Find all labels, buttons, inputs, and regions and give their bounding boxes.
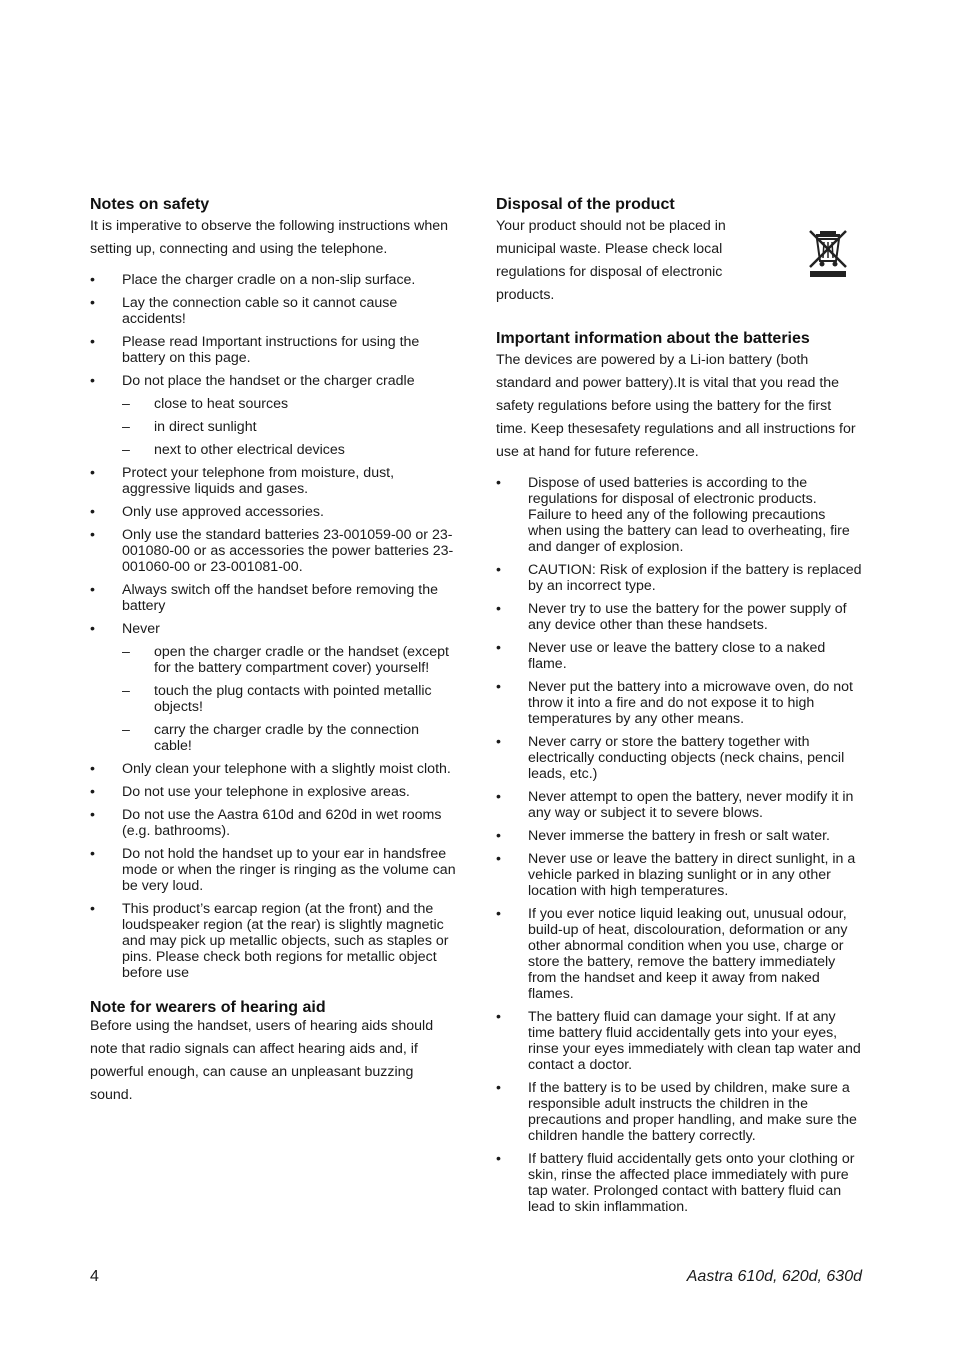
- list-item: [90, 901, 458, 981]
- list-item: [496, 475, 862, 555]
- list-item: [90, 465, 458, 497]
- list-item-text: If battery fluid accidentally gets onto your clothing or skin, rinse the affected place immediately with pure tap water. Prolonged contact with battery fluid can lead to skin inflammation.: [528, 1151, 855, 1215]
- footer-model-name: Aastra 610d, 620d, 630d: [686, 1268, 862, 1285]
- dash-icon: –: [122, 442, 130, 458]
- sub-list-item: [122, 722, 458, 754]
- list-item-text: Only clean your telephone with a slightly moist cloth.: [122, 761, 451, 777]
- disposal-section: [496, 195, 862, 307]
- list-item: [90, 807, 458, 839]
- bullet-icon: •: [496, 906, 501, 922]
- list-item-text: Lay the connection cable so it cannot cause accidents!: [122, 295, 398, 327]
- list-item: [496, 906, 862, 1002]
- sub-list: [122, 644, 458, 754]
- list-item: [90, 846, 458, 894]
- crossed-out-wheelie-bin-icon: [806, 227, 850, 279]
- list-item-text: Dispose of used batteries is according to the regulations for disposal of electronic products. Failure to heed any of the following precautions when using the battery can lead to overheating, fire and danger of explosion.: [528, 475, 850, 555]
- bullet-icon: •: [496, 1009, 501, 1025]
- list-item: [496, 1009, 862, 1073]
- list-item: [90, 334, 458, 366]
- list-item: [496, 601, 862, 633]
- bullet-icon: •: [496, 1151, 501, 1167]
- list-item: [496, 562, 862, 594]
- list-item: [496, 851, 862, 899]
- right-column: [496, 195, 862, 1222]
- sub-list-item: [122, 442, 458, 458]
- dash-icon: –: [122, 683, 130, 699]
- dash-icon: –: [122, 722, 130, 738]
- list-item-text: Never immerse the battery in fresh or salt water.: [528, 828, 830, 844]
- bullet-icon: •: [496, 679, 501, 695]
- list-item-text: Do not hold the handset up to your ear in handsfree mode or when the ringer is ringing as the volume can be very loud.: [122, 846, 456, 894]
- sub-list: [122, 396, 458, 458]
- list-item: [90, 582, 458, 614]
- sub-list-item: [122, 644, 458, 676]
- safety-heading: Notes on safety: [90, 196, 210, 213]
- list-item: [496, 789, 862, 821]
- list-item: [90, 761, 458, 777]
- bullet-icon: •: [496, 1080, 501, 1096]
- bullet-icon: •: [90, 901, 95, 917]
- list-item-text: Please read Important instructions for using the battery on this page.: [122, 334, 420, 366]
- bullet-icon: •: [90, 465, 95, 481]
- bullet-icon: •: [90, 373, 95, 389]
- hearing-heading: Note for wearers of hearing aid: [90, 999, 326, 1016]
- list-item-text: Do not place the handset or the charger cradle: [122, 373, 415, 389]
- bullet-icon: •: [496, 851, 501, 867]
- list-item-text: Never attempt to open the battery, never modify it in any way or subject it to severe blows.: [528, 789, 854, 821]
- list-item-text: Never carry or store the battery together with electrically conducting objects (neck chains, pencil leads, etc.): [528, 734, 845, 782]
- list-item: [90, 504, 458, 520]
- page-number: 4: [90, 1268, 99, 1285]
- bullet-icon: •: [90, 582, 95, 598]
- bullet-icon: •: [496, 601, 501, 617]
- sub-list-item-text: open the charger cradle or the handset (except for the battery compartment cover) yourself!: [154, 644, 449, 676]
- list-item-text: Only use approved accessories.: [122, 504, 324, 520]
- bullet-icon: •: [90, 784, 95, 800]
- bullet-icon: •: [496, 789, 501, 805]
- battery-intro: The devices are powered by a Li-ion battery (both standard and power battery).It is vital that you read the safety regulations before using the battery for the first time. Keep thesesafety regulations and all instructions for use at hand for future reference.: [496, 352, 856, 460]
- list-item-text: If you ever notice liquid leaking out, unusual odour, build-up of heat, discolouration, deformation or any other abnormal condition when you use, charge or store the battery, remove the battery immediately from the handset and keep it away from naked flames.: [528, 906, 848, 1002]
- list-item-text: Never use or leave the battery in direct sunlight, in a vehicle parked in blazing sunlight or in any other location with high temperatures.: [528, 851, 856, 899]
- dash-icon: –: [122, 419, 130, 435]
- list-item: [90, 295, 458, 327]
- bullet-icon: •: [90, 527, 95, 543]
- disposal-heading: Disposal of the product: [496, 196, 675, 213]
- disposal-text: Your product should not be placed in municipal waste. Please check local regulations for disposal of electronic products.: [496, 218, 726, 303]
- list-item-text: Always switch off the handset before removing the battery: [122, 582, 438, 614]
- bullet-icon: •: [496, 828, 501, 844]
- bullet-icon: •: [496, 475, 501, 491]
- bullet-icon: •: [90, 621, 95, 637]
- left-column: [90, 195, 458, 1107]
- list-item-text: If the battery is to be used by children, make sure a responsible adult instructs the children in the precautions and proper handling, and make sure the children handle the battery correctly.: [528, 1080, 857, 1144]
- sub-list-item: [122, 419, 458, 435]
- list-item-text: Never put the battery into a microwave oven, do not throw it into a fire and do not expose it to high temperatures by any other means.: [528, 679, 853, 727]
- list-item: [90, 373, 458, 458]
- list-item: [90, 527, 458, 575]
- safety-list: [90, 272, 458, 981]
- sub-list-item-text: carry the charger cradle by the connection cable!: [154, 722, 419, 754]
- sub-list-item: [122, 396, 458, 412]
- bullet-icon: •: [90, 272, 95, 288]
- list-item-text: Never: [122, 621, 160, 637]
- list-item: [496, 679, 862, 727]
- list-item: [90, 621, 458, 754]
- bullet-icon: •: [90, 761, 95, 777]
- battery-list: [496, 475, 862, 1215]
- battery-heading: Important information about the batteries: [496, 330, 810, 347]
- bullet-icon: •: [90, 504, 95, 520]
- dash-icon: –: [122, 644, 130, 660]
- list-item-text: Place the charger cradle on a non-slip surface.: [122, 272, 416, 288]
- list-item-text: CAUTION: Risk of explosion if the battery is replaced by an incorrect type.: [528, 562, 862, 594]
- bullet-icon: •: [90, 807, 95, 823]
- list-item-text: Do not use your telephone in explosive areas.: [122, 784, 410, 800]
- list-item-text: Do not use the Aastra 610d and 620d in wet rooms (e.g. bathrooms).: [122, 807, 442, 839]
- bullet-icon: •: [90, 846, 95, 862]
- sub-list-item-text: close to heat sources: [154, 396, 289, 412]
- bullet-icon: •: [90, 334, 95, 350]
- bullet-icon: •: [90, 295, 95, 311]
- bullet-icon: •: [496, 640, 501, 656]
- sub-list-item-text: touch the plug contacts with pointed metallic objects!: [154, 683, 432, 715]
- list-item-text: This product’s earcap region (at the front) and the loudspeaker region (at the rear) is slightly magnetic and may pick up metallic objects, such as staples or pins. Please check both regions for metallic object before use: [122, 901, 449, 981]
- list-item: [496, 828, 862, 844]
- sub-list-item: [122, 683, 458, 715]
- dash-icon: –: [122, 396, 130, 412]
- list-item: [90, 272, 458, 288]
- list-item-text: Never use or leave the battery close to a naked flame.: [528, 640, 826, 672]
- safety-intro: It is imperative to observe the following instructions when setting up, connecting and using the telephone.: [90, 218, 449, 257]
- sub-list-item-text: in direct sunlight: [154, 419, 257, 435]
- list-item-text: Never try to use the battery for the power supply of any device other than these handsets.: [528, 601, 847, 633]
- list-item: [90, 784, 458, 800]
- list-item: [496, 734, 862, 782]
- list-item: [496, 1151, 862, 1215]
- bullet-icon: •: [496, 562, 501, 578]
- list-item-text: Protect your telephone from moisture, dust, aggressive liquids and gases.: [122, 465, 395, 497]
- hearing-text: Before using the handset, users of hearing aids should note that radio signals can affect hearing aids and, if powerful enough, can cause an unpleasant buzzing sound.: [90, 1018, 434, 1103]
- bullet-icon: •: [496, 734, 501, 750]
- list-item-text: Only use the standard batteries 23-001059-00 or 23-001080-00 or as accessories the power batteries 23-001060-00 or 23-001081-00.: [122, 527, 454, 575]
- list-item: [496, 640, 862, 672]
- list-item: [496, 1080, 862, 1144]
- list-item-text: The battery fluid can damage your sight. If at any time battery fluid accidentally gets into your eyes, rinse your eyes immediately with clean tap water and contact a doctor.: [528, 1009, 861, 1073]
- sub-list-item-text: next to other electrical devices: [154, 442, 345, 458]
